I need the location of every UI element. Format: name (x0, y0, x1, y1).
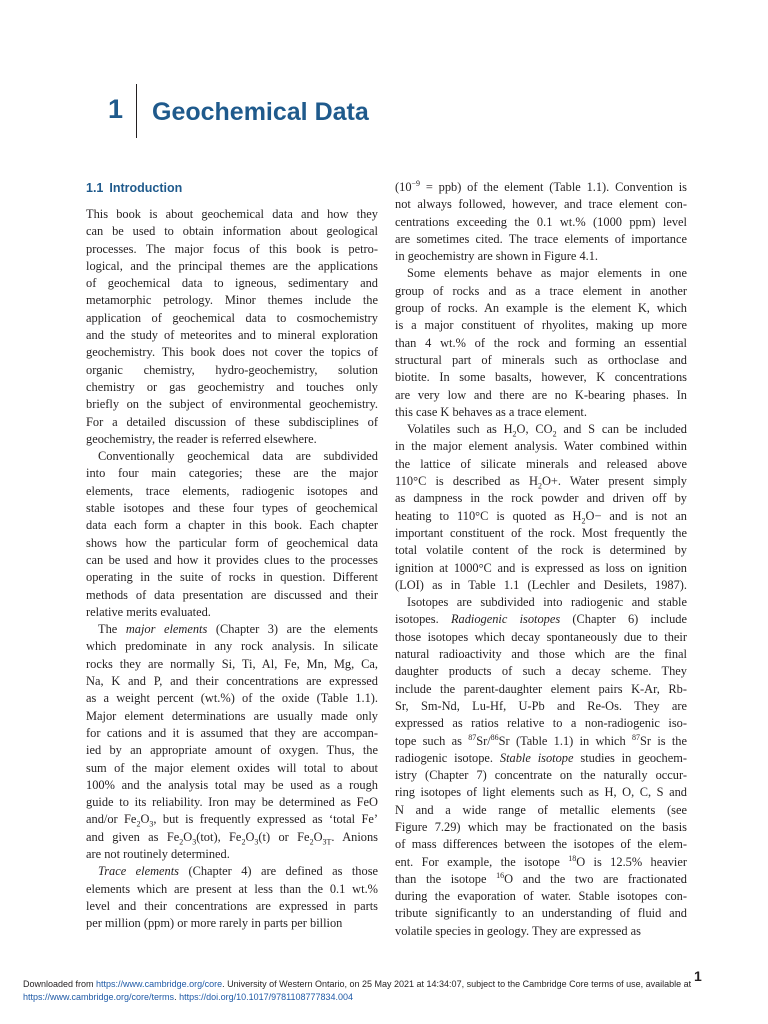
right-line-43: tribute significantly to an understanding of fluid and (395, 906, 687, 921)
right-line-13: are very low and there are no K-bearing phases. In (395, 387, 687, 402)
chapter-divider (136, 84, 137, 138)
right-line-38: Figure 7.29) which may be fractionated on the basis (395, 819, 687, 834)
left-line-27: rocks they are normally Si, Ti, Al, Fe, Mn, Mg, Ca, (86, 656, 378, 671)
core-link[interactable]: https://www.cambridge.org/core (96, 979, 223, 989)
left-line-6: metamorphic petrology. Minor themes include the (86, 293, 378, 308)
left-line-24: relative merits evaluated. (86, 604, 211, 619)
text-run: O (183, 829, 193, 844)
text-run: (tot), Fe (196, 829, 242, 844)
download-footer (23, 978, 723, 1004)
right-line-14: this case K behaves as a trace element. (395, 404, 587, 419)
right-line-37: N and a wide range of metallic elements (see (395, 802, 687, 817)
right-line-41 (395, 871, 687, 888)
subscript: 2 (179, 837, 184, 846)
subscript: 2 (512, 429, 517, 439)
text-run: (Chapter 4) are defined as those (179, 864, 378, 879)
left-line-25 (86, 621, 378, 638)
right-line-24: (LOI) as in Table 1.1 (Lechler and Desilets, 1987). (395, 577, 687, 592)
text-run: O− and is not an (585, 508, 687, 523)
text-run: (t) or Fe (258, 829, 310, 844)
right-line-12: biotite. In some basalts, however, K concentrations (395, 370, 687, 385)
left-line-17: elements, trace elements, radiogenic isotopes and (86, 483, 378, 498)
right-line-30: include the parent-daughter element pairs K-Ar, Rb- (395, 681, 687, 696)
text-run: O is 12.5% heavier (576, 854, 687, 869)
left-line-5: of geochemical data to igneous, sedimentary and (86, 276, 378, 291)
text-run: than the isotope (395, 871, 497, 886)
right-line-33 (395, 733, 687, 750)
left-line-30: Major element determinations are usually made only (86, 708, 378, 723)
text-run: radiogenic isotope. (395, 750, 500, 765)
chapter-header (104, 84, 704, 138)
text-run: Volatiles such as H (407, 422, 513, 437)
left-line-37 (86, 829, 378, 846)
left-line-18: stable isotopes and these four types of geochemical (86, 501, 378, 516)
text-run: O (313, 829, 323, 844)
text-run: and S can be included (556, 422, 687, 437)
italic-term: Radiogenic isotopes (450, 612, 561, 627)
right-line-31: Sr, Sm-Nd, Lu-Hf, U-Pb and Re-Os. They are (395, 698, 687, 713)
text-run: tope such as (395, 733, 469, 748)
superscript: −9 (411, 179, 421, 188)
left-line-23: methods of data presentation are discussed and their (86, 587, 378, 602)
left-line-41: level and their concentrations are expressed in parts (86, 898, 378, 913)
right-line-2: not always followed, however, and trace element con- (395, 197, 687, 212)
left-line-16: into four main categories; these are the major (86, 466, 378, 481)
left-line-28: Na, K and P, and their concentrations are expressed (86, 674, 378, 689)
text-run: (10 (395, 180, 412, 194)
section-heading (86, 178, 378, 198)
subscript: 3 (149, 819, 154, 829)
italic-term: Trace elements (98, 864, 180, 879)
left-line-29: as a weight percent (wt.%) of the oxide (Table 1.1). (86, 691, 378, 706)
text-run: . Anions (331, 829, 378, 844)
right-line-42: during the evaporation of water. Stable isotopes con- (395, 889, 687, 904)
page-number: 1 (694, 968, 702, 984)
right-line-15 (395, 421, 687, 438)
right-line-4: are sometimes cited. The trace elements of importance (395, 231, 687, 246)
left-line-9: geochemistry. This book does not cover the topics of (86, 345, 378, 360)
right-line-19: as dampness in the rock powder and driven off by (395, 491, 687, 506)
left-line-1: This book is about geochemical data and how they (86, 207, 378, 221)
text-run: = ppb) of the element (Table 1.1). Convention is (420, 180, 687, 194)
left-line-3: processes. The major focus of this book is petro- (86, 241, 378, 256)
superscript: 87 (632, 732, 641, 742)
subscript: 2 (309, 837, 314, 846)
superscript: 87 (468, 732, 477, 742)
text-run: O, CO (516, 422, 553, 437)
left-line-42: per million (ppm) or more rarely in parts per billion (86, 916, 343, 931)
right-line-11: structural part of minerals such as orthoclase and (395, 352, 687, 367)
right-column-text (395, 179, 687, 940)
right-line-1 (395, 179, 687, 196)
right-column (395, 179, 687, 940)
text-run: Sr is the (640, 733, 687, 748)
text-run: O (140, 812, 150, 827)
subscript: 2 (241, 837, 246, 846)
subscript: 2 (552, 429, 557, 439)
superscript: 16 (496, 870, 505, 880)
left-line-21: can be used and how it provides clues to the processes (86, 552, 378, 567)
text-run: Sr/ (476, 733, 491, 748)
right-line-18 (395, 473, 687, 490)
left-line-10: organic chemistry, hydro-geochemistry, solution (86, 362, 378, 377)
text-run: and/or Fe (86, 812, 137, 827)
left-line-12: briefly on the subject of environmental geochemistry. (86, 397, 378, 412)
right-line-3: centrations exceeding the 0.1 wt.% (1000 ppm) level (395, 214, 687, 229)
text-run: O and the two are fractionated (504, 871, 687, 886)
text-run: (Chapter 3) are the elements (207, 622, 378, 637)
left-line-26: which predominate in any rock analysis. In silicate (86, 639, 378, 654)
text-run: , but is frequently expressed as ‘total Fe’ (153, 812, 378, 827)
left-line-4: logical, and the principal themes are the applications (86, 258, 378, 273)
doi-link[interactable]: https://doi.org/10.1017/9781108777834.004 (179, 992, 354, 1002)
right-line-26 (395, 611, 687, 628)
left-line-33: sum of the major element oxides will total to about (86, 760, 378, 775)
chapter-number: 1 (108, 94, 124, 124)
text-run: (Chapter 6) include (560, 612, 687, 627)
left-line-14: geochemistry, the reader is referred elsewhere. (86, 431, 317, 446)
superscript: 18 (568, 853, 577, 863)
right-line-40 (395, 854, 687, 871)
right-line-6: Some elements behave as major elements in one (407, 266, 687, 281)
left-line-38: are not routinely determined. (86, 846, 230, 861)
left-line-13: For a detailed discussion of these subdisciplines of (86, 414, 378, 429)
left-line-7: application of geochemical data to cosmochemistry (86, 310, 378, 325)
left-line-2: can be used to obtain information about geological (86, 224, 378, 239)
right-line-7: group of rocks and as a trace element in another (395, 283, 687, 298)
chapter-title: Geochemical Data (152, 98, 369, 126)
text-run: heating to 110°C is quoted as H (395, 508, 582, 523)
right-line-34 (395, 750, 687, 767)
footer-line-2 (23, 991, 723, 1004)
subscript: 2 (136, 819, 141, 829)
right-line-35: istry (Chapter 7) concentrate on the naturally occur- (395, 768, 687, 783)
subscript: 2 (537, 481, 542, 491)
text-run: Sr (Table 1.1) in which (498, 733, 633, 748)
left-line-20: shows how the particular form of geochemical data (86, 535, 378, 550)
text-run: ent. For example, the isotope (395, 854, 569, 869)
right-line-29: daughter products of such a decay scheme. They (395, 664, 687, 679)
subscript: 3T (322, 837, 332, 846)
left-line-31: for cations and it is assumed that they are accompan- (86, 725, 378, 740)
right-line-5: in geochemistry are shown in Figure 4.1. (395, 249, 599, 264)
right-line-27: those isotopes which decay spontaneously due to their (395, 629, 687, 644)
left-line-11: chemistry or gas geochemistry and touches only (86, 379, 378, 394)
section-title: Introduction (109, 181, 183, 195)
footer-prefix: Downloaded from (23, 979, 97, 989)
right-line-36: ring isotopes of light elements such as H, O, C, S and (395, 785, 687, 800)
right-line-39: of mass differences between the isotopes of the elem- (395, 837, 687, 852)
text-run: and given as Fe (86, 829, 180, 844)
right-line-17: the lattice of silicate minerals and released above (395, 456, 687, 471)
right-line-16: in the major element analysis. Water combined within (395, 439, 687, 454)
footer-separator: . (174, 992, 180, 1002)
left-line-15: Conventionally geochemical data are subdivided (98, 449, 378, 464)
text-run: O+. Water present simply (541, 474, 687, 489)
superscript: 86 (490, 732, 499, 742)
left-line-32: ied by an appropriate amount of oxygen. Thus, the (86, 743, 378, 758)
left-column-text (86, 206, 378, 932)
right-line-8: group of rocks. An example is the element K, which (395, 301, 687, 316)
right-line-10: than 4 wt.% of the rock and forming an essential (395, 335, 687, 350)
italic-term: major elements (125, 622, 208, 637)
left-line-40: elements which are present at less than the 0.1 wt.% (86, 881, 378, 896)
terms-link[interactable]: https://www.cambridge.org/core/terms (23, 992, 175, 1002)
text-run: The (98, 622, 126, 637)
left-line-34: 100% and the analysis total may be used as a rough (86, 777, 378, 792)
right-line-44: volatile species in geology. They are expressed as (395, 923, 642, 938)
right-line-22: total volatile content of the rock is determined by (395, 543, 687, 558)
right-line-28: natural radioactivity and those which are the final (395, 647, 687, 662)
text-run: studies in geochem- (573, 750, 687, 765)
right-line-32: expressed as ratios relative to a non-radiogenic iso- (395, 716, 687, 731)
text-run: O (245, 829, 255, 844)
text-run: 110°C is described as H (395, 474, 538, 489)
left-line-35: guide to its reliability. Iron may be determined as FeO (86, 795, 378, 810)
footer-line-1 (23, 978, 723, 991)
subscript: 3 (254, 837, 259, 846)
right-line-25: Isotopes are subdivided into radiogenic and stable (407, 595, 687, 610)
right-line-23: ignition at 1000°C and is expressed as loss on ignition (395, 560, 687, 575)
right-line-9: is a major constituent of rhyolites, making up more (395, 318, 687, 333)
text-run: isotopes. (395, 612, 451, 627)
left-column (86, 178, 378, 932)
italic-term: Stable isotope (499, 750, 574, 765)
right-line-21: important constituent of the rock. Most frequently the (395, 525, 687, 540)
subscript: 2 (581, 516, 586, 525)
left-line-39 (86, 863, 378, 880)
left-line-36 (86, 811, 378, 828)
section-number: 1.1 (86, 181, 104, 195)
left-line-22: operating in the suite of rocks in question. Different (86, 570, 378, 585)
left-line-8: and the study of meteorites and to mineral exploration (86, 328, 378, 343)
footer-notice: . University of Western Ontario, on 25 May 2021 at 14:34:07, subject to the Cambridge Core terms of use, available at (222, 979, 692, 989)
right-line-20 (395, 508, 687, 525)
left-line-19: data each form a chapter in this book. Each chapter (86, 518, 378, 533)
subscript: 3 (192, 837, 197, 846)
